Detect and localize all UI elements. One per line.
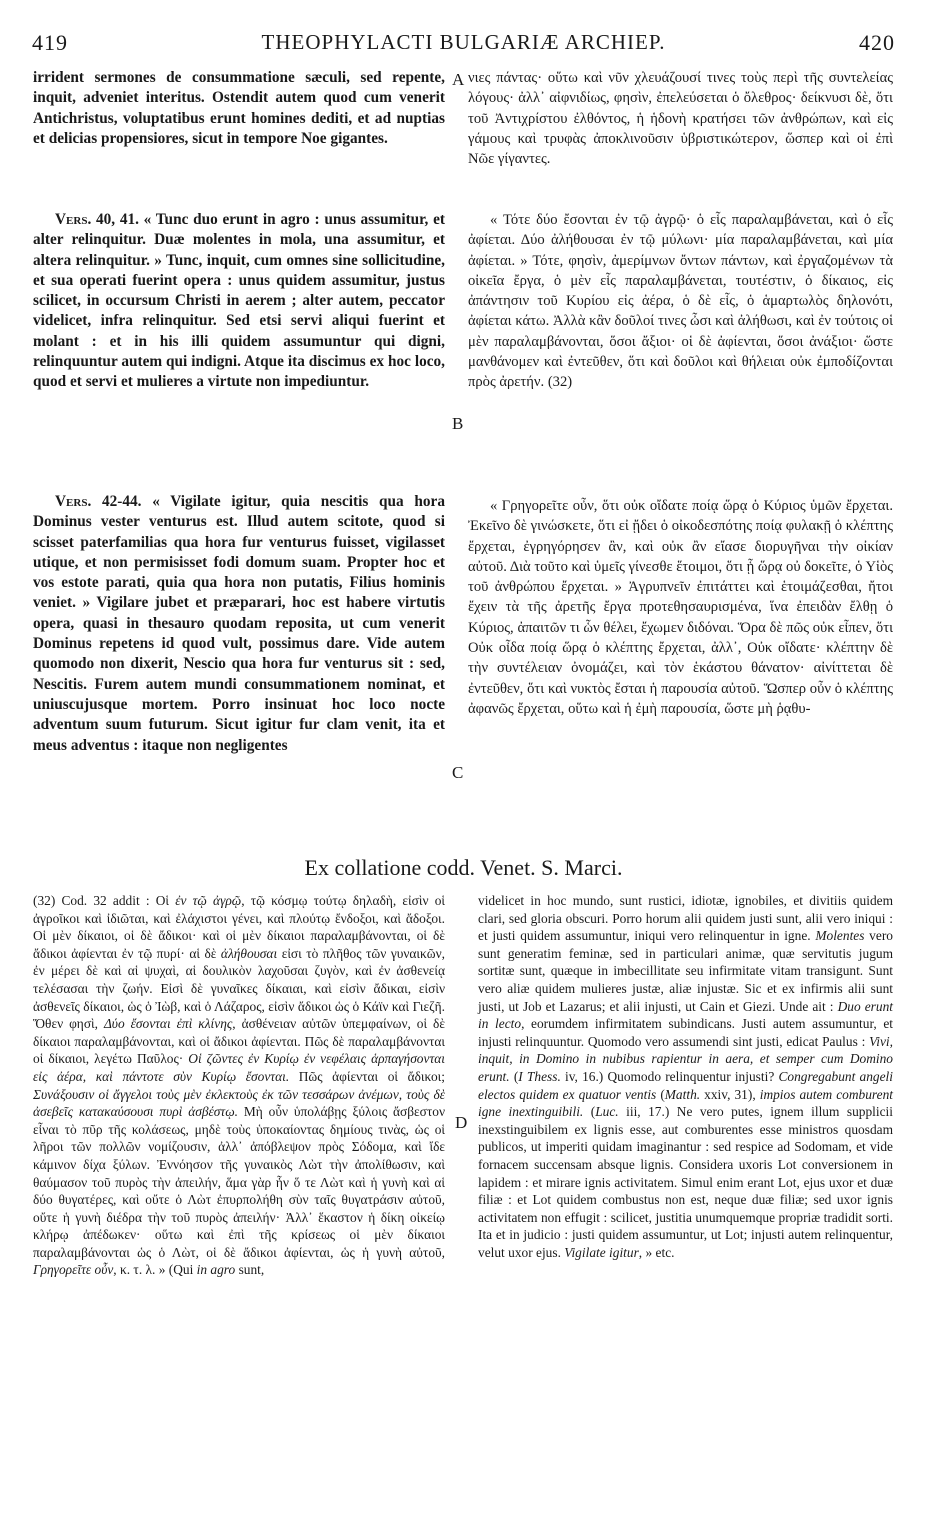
- page-number-right: 420: [859, 30, 895, 55]
- greek-verse-42-44: [468, 496, 893, 719]
- page-number-left: 419: [32, 30, 68, 55]
- running-title: THEOPHYLACTI BULGARIÆ ARCHIEP.: [261, 30, 666, 54]
- greek-verse-40-41: [468, 210, 893, 393]
- latin-verse-42-44: [33, 492, 445, 756]
- running-header: [32, 30, 895, 60]
- margin-letter-d: D: [455, 1113, 468, 1132]
- greek-paragraph-2: « Τότε δύο ἔσονται ἐν τῷ ἀγρῷ· ὁ εἷς παραλαμβάνεται, καὶ ὁ εἷς ἀφίεται. Δύο ἀλήθουσαι ἐν τῷ μύλωνι· μία παραλαμβάνεται, καὶ μία ἀφίεται. » Τότε, φησὶν, ἀμερίμνων ὄντων πάντων, καὶ ἐργαζομένων τὰ οἰκεῖα ἔργα, ὁ μὲν εἷς παραλαμβάνεται, τουτέστιν, ὁ δίκαιος, εἰς ἀπάντησιν τοῦ Κυρίου εἰς ἀέρα, ὁ δὲ εἷς, ὁ ἁμαρτωλὸς δηλονότι, ἀφίεται κάτω. Ἀλλὰ κἂν δοῦλοί τινες ὦσι καὶ ἀλήθωσι, καὶ ἐν τούτοις οἱ μὲν παραλαμβάνονται, ὅσοι ἄξιοι· οἱ δὲ ἀφίενται, ὅσοι ἀνάξιοι· ὥστε μανθάνομεν καὶ ἐντεῦθεν, ὅτι καὶ δοῦλοι καὶ θήλειαι οὐκ ἐμποδίζονται πρὸς ἀρετήν. (32): [468, 212, 893, 391]
- greek-column: [468, 68, 893, 169]
- verse-label: Vers. 40, 41.: [55, 211, 139, 228]
- latin-column: [33, 68, 445, 149]
- latin-paragraph-2: « Tunc duo erunt in agro : unus assumitur, et alter relinquitur. Duæ molentes in mola, una assumitur, et altera relinquitur. » Tunc, inquit, cum omnes sine sollicitudine, et sua operati fuerint opera : unus quidem assumitur, justus scilicet, in occursum Christi in aerem ; alter autem, peccator videlicet, infra relinquitur. Sed etsi servi aliqui fuerint et molant : et in his illi quidem assumuntur qui digni, relinquuntur autem qui indigni. Atque ita discimus ex hoc loco, quod et servi et mulieres a virtute non impediuntur.: [33, 211, 445, 391]
- margin-letter-c: C: [452, 763, 464, 782]
- latin-verse-40-41: [33, 210, 445, 393]
- margin-letter-b: B: [452, 414, 464, 433]
- latin-paragraph-1: irrident sermones de consummatione sæculi, sed repente, inquit, adveniet interitus. Ostendit autem quod cum venerit Antichristus, voluptatibus erunt homines dediti, et ad nuptias et delicias propensiores, sicut in tempore Noe gigantes.: [33, 69, 445, 147]
- margin-letter-a: A: [452, 70, 465, 89]
- footnote-latin: videlicet in hoc mundo, sunt rustici, idiotæ, ignobiles, et divitiis quidem clari, sed gloria obscuri. Porro horum alii quidem justi sunt, alii vero iniqui : et justi quidem assumuntur, iniqui vero relinquentur in igne. Molentes vero sunt generatim feminæ, sed in particulari animæ, quæ servitutis jugum sortitæ sunt, quæque in imbecillitate seu infirmitate vitam transigunt. Sunt vero aliæ quidem mulieres justæ, aliæ injustæ. Sic et ex infirmis alii sunt justi, ut Job et Lazarus; et alii injusti, ut Cain et Giezi. Unde ait : Duo erunt in lecto, eorumdem infirmitatem subindicans. Justi autem assumuntur, et injusti relinquuntur. Quomodo vero assumendi sint justi, edicat Paulus : Vivi, inquit, in Domino in nubibus rapientur in aera, et semper cum Domino erunt. (I Thess. iv, 16.) Quomodo relinquentur injusti? Congregabunt angeli electos quidem ex quatuor ventis (Matth. xxiv, 31), impios autem comburent igne inextinguibili. (Luc. iii, 17.) Ne vero putes, ignem illum supplicii inexstinguibilem ex lignis esse, aut comburentes esse ministros quosdam publicos, ut imperiti quidam imaginantur : sed respice ad Sodomam, et vide fornacem succensam absque lignis. Considera uxoris Lot conversionem in lapidem : et mirare ignis activitatem. Simul enim erant Lot, ejus uxor et duæ filiæ : et Lot quidem combustus non est, neque duæ filiæ; sed uxor ignis activitatem non effugit : scilicet, justitia unumquemque propriæ tradidit sorti. Ita et in judicio : justi quidem assumuntur, ut Lot; injusti autem relinquentur, velut uxor ejus. Vigilate igitur, » etc.: [478, 893, 894, 1260]
- latin-paragraph-3: « Vigilate igitur, quia nescitis qua hora Dominus vester venturus est. Illud autem scitote, quod si scisset paterfamilias qua hora fur venturus fuisset, vigilasset utique, et non permisisset fodi domum suam. Propter hoc et vos estote parati, quia qua hora non putatis, Filius hominis veniet. » Vigilare jubet et præparari, hoc est habere virtutis opera, quasi in thesauro quodam reposita, ut cum venerit Dominus repetens id quod vult, possimus dare. Vide autem quomodo non dixerit, Nescio qua hora fur venturus sit : sed, Nescitis. Furem autem mundi consummationem nominat, et uniuscujusque mortem. Porro insinuat hoc loco nocte adventum suum futurum. Sicut igitur fur clam venit, ita et meus adventus : itaque non negligentes: [33, 493, 445, 754]
- footnote-greek: (32) Cod. 32 addit : Οἱ ἐν τῷ ἀγρῷ, τῷ κόσμῳ τούτῳ δηλαδὴ, εἰσὶν οἱ ἀγροῖκοι καὶ ἰδιῶται, καὶ ἐλάχιστοι γένει, καὶ πλούτῳ ἔνδοξοι, καὶ ἄδοξοι. Οἱ μὲν δίκαιοι, οἱ δὲ ἄδικοι· καὶ οἱ μὲν δίκαιοι παραλαμβάνονται, οἱ δὲ ἄδικοι ἀφίενται ἐν τῷ πυρί· αἱ δὲ ἀλήθουσαι εἰσι τὸ πλῆθος τῶν γυναικῶν, ἐν μέρει δὲ καὶ αἱ ψυχαὶ, αἱ δουλικὸν λαχοῦσαι ζυγὸν, καὶ ἐν ἀσθενείᾳ τελέσασαι τὴν ζωήν. Εἰσὶ δὲ γυναῖκες δίκαιαι, καὶ εἰσὶν ἄδικαι, εἰσὶν ἀσθενεῖς δίκαιοι, ὡς ὁ Ἰὼβ, καὶ ὁ Λάζαρος, εἰσὶν ἄδικοι ὡς ὁ Κάϊν καὶ Γιεζῆ. Ὅθεν φησὶ, Δύο ἔσονται ἐπὶ κλίνης, ἀσθένειαν αὐτῶν ὑπεμφαίνων, οἱ δὲ δίκαιοι παραλαμβάνονται, καὶ οἱ ἄδικοι ἀφίενται. Πῶς δὲ παραλαμβάνονται οἱ δίκαιοι, λεγέτω Παῦλος· Οἱ ζῶντες ἐν Κυρίῳ ἐν νεφέλαις ἁρπαγήσονται εἰς ἀέρα, καὶ πάντοτε σὺν Κυρίῳ ἔσονται. Πῶς ἀφίενται οἱ ἄδικοι; Συνάξουσιν οἱ ἄγγελοι τοὺς μὲν ἐκλεκτοὺς ἐκ τῶν τεσσάρων ἀνέμων, τοὺς δὲ ἀσεβεῖς κατακαύσουσι πυρὶ ἀσβέστῳ. Μὴ οὖν ὑπολάβῃς ξύλοις ἄσβεστον εἶναι τὸ πῦρ τῆς κολάσεως, μηδὲ τοὺς ὑποκαίοντας δημίους τινὰς, ὡς οἱ λῆροι τῶν πολλῶν νομίζουσιν, ἀλλ᾽ ἀπόβλεψον πρὸς Σόδομα, καὶ ἴδε κάμινον δίχα ξύλων. Ἐννόησον τῆς γυναικὸς Λὼτ τὴν ἀπολίθωσιν, καὶ θαύμασον τοῦ πυρὸς τὴν ἀπειλήν, ἅμα γὰρ ἦν ὅ τε Λὼτ καὶ ἡ γυνὴ καὶ αἱ δύο θυγατέρες, καὶ οὔτε ὁ Λὼτ ἐπυρπολήθη σὺν ταῖς θυγατράσιν αὐτοῦ, οὔτε ἡ γυνὴ διέδρα τὴν τοῦ πυρὸς ἀπειλήν· Ἀλλ᾽ ἕκαστον ἡ δίκη οἰκείῳ κλήρῳ ἀπέδωκεν· οὕτω καὶ ἐπὶ τῆς κρίσεως οἱ μὲν δίκαιοι παραλαμβάνονται ὡς ὁ Λὼτ, οἱ δὲ ἄδικοι ἀφίενται, ὡς ἡ γυνὴ αὐτοῦ, Γρηγορεῖτε οὖν, κ. τ. λ. » (Qui in agro sunt,: [33, 893, 446, 1278]
- greek-paragraph-1: νιες πάντας· οὕτω καὶ νῦν χλευάζουσί τινες τοὺς περὶ τῆς συντελείας λόγους· ἀλλ᾽ αἰφνιδίως, φησὶν, ἐπελεύσεται ὁ ὄλεθρος· δείκνυσι δὲ, ὅτι τοῦ Ἀντιχρίστου ἐλθόντος, ἡ ἡδονὴ κρατήσει τῶν ἀνθρώπων, καὶ εἰς γάμους καὶ τρυφὰς ἀποκλινοῦσιν ὑβριστικώτερον, ὥσπερ καὶ οἱ ἐπὶ Νῶε γίγαντες.: [468, 70, 893, 168]
- collation-heading: Ex collatione codd. Venet. S. Marci.: [304, 855, 623, 880]
- verse-label: Vers. 42-44.: [55, 493, 142, 510]
- greek-paragraph-3: « Γρηγορεῖτε οὖν, ὅτι οὐκ οἴδατε ποίᾳ ὥρᾳ ὁ Κύριος ὑμῶν ἔρχεται. Ἐκεῖνο δὲ γινώσκετε, ὅτι εἰ ᾔδει ὁ οἰκοδεσπότης ποίᾳ φυλακῇ ὁ κλέπτης ἔρχεται, ἐγρηγόρησεν ἂν, καὶ οὐκ ἂν εἴασε διορυγῆναι τὴν οἰκίαν αὐτοῦ. Διὰ τοῦτο καὶ ὑμεῖς γίνεσθε ἕτοιμοι, ὅτι ᾗ ὥρᾳ οὐ δοκεῖτε, ὁ Υἱὸς τοῦ ἀνθρώπου ἔρχεται. » Ἀγρυπνεῖν ἐπιτάττει καὶ ἑτοιμάζεσθαι, ἤτοι ἔχειν τὰ τῆς ἀρετῆς ἔργα προτεθησαυρισμένα, ἵνα ἐπειδὰν ἔλθῃ ὁ Κύριος, ἀπαιτῶν τι ὧν θέλει, ἔχωμεν διδόναι. Ὅρα δὲ πῶς οὐκ εἶπεν, ὅτι Οὐκ οἶδα ποίᾳ ὥρᾳ ὁ κλέπτης ἔρχεται, ἀλλ᾽, Οὐκ οἴδατε· κλέπτην δὲ τὴν συντέλειαν ὀνομάζει, καὶ τὸν ἑκάστου θάνατον· αἰνίττεται δὲ ἐντεῦθεν, ὅτι καὶ νυκτὸς ἔσται ἡ παρουσία αὐτοῦ. Ὥσπερ οὖν ὁ κλέπτης ἀφανῶς ἔρχεται, οὕτω καὶ ἡ ἐμὴ παρουσία, ὥστε μὴ ῥᾳθυ-: [468, 498, 894, 717]
